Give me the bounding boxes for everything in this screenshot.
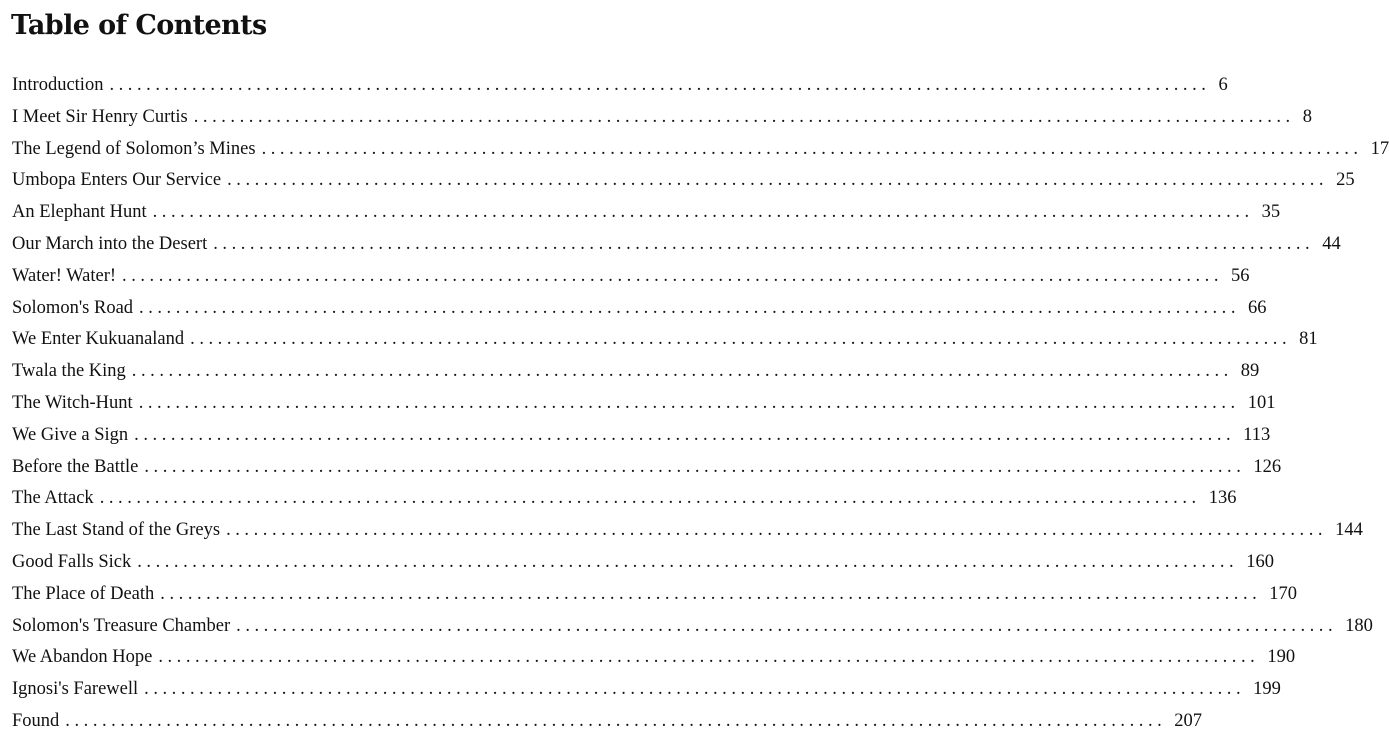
toc-entry-title: Our March into the Desert [12,233,208,254]
toc-entry-page: 190 [1267,647,1296,668]
toc-entry-title: We Enter Kukuanaland [12,329,185,350]
dot-leader: ........................................................................................................................ [139,297,1241,318]
toc-entry [12,229,1341,261]
dot-leader: ........................................................................................................................ [193,106,1295,127]
toc-entry-page: 160 [1246,551,1274,572]
toc-entry-page: 144 [1335,520,1363,541]
toc-entry-page: 66 [1248,297,1267,318]
toc-entry-page: 89 [1240,361,1260,382]
toc-entry-title: The Place of Death [12,583,155,604]
dot-leader: ........................................................................................................................ [261,138,1363,159]
dot-leader: ........................................................................................................................ [109,75,1211,95]
toc-entry-title: The Attack [12,488,94,509]
toc-entry [12,102,1312,134]
toc-entry-title: An Elephant Hunt [12,202,147,223]
dot-leader: ........................................................................................................................ [190,329,1292,350]
toc-entry-title: Twala the King [12,361,126,382]
toc-entry-title: Before the Battle [12,456,139,477]
toc-entry-page: 113 [1243,424,1271,445]
toc-entry [12,674,1281,706]
toc-entry-title: Solomon's Treasure Chamber [12,615,231,636]
toc-entry-page: 207 [1174,710,1203,731]
dot-leader: ........................................................................................................................ [236,615,1338,636]
toc-entry-title: Water! Water! [12,265,117,286]
dot-leader: ........................................................................................................................ [99,488,1201,509]
toc-entry [12,420,1271,452]
toc-entry [12,452,1282,484]
toc-list [12,70,1389,738]
toc-entry-page: 170 [1269,583,1298,604]
toc-entry [12,261,1250,293]
toc-entry [12,579,1298,611]
dot-leader: ........................................................................................................................ [134,424,1236,445]
toc-entry-title: Ignosi's Farewell [12,679,139,700]
toc-entry-title: We Abandon Hope [12,647,153,668]
toc-entry [12,324,1318,356]
toc-entry-page: 25 [1336,170,1355,191]
dot-leader: ........................................................................................................................ [122,265,1224,286]
toc-entry [12,165,1355,197]
dot-leader: ........................................................................................................................ [131,361,1233,382]
toc-entry-page: 180 [1345,615,1373,636]
dot-leader: ........................................................................................................................ [144,456,1246,477]
toc-entry [12,515,1363,547]
toc-entry-title: I Meet Sir Henry Curtis [12,106,188,127]
dot-leader: ........................................................................................................................ [226,520,1328,541]
toc-entry [12,547,1274,579]
toc-entry-title: We Give a Sign [12,424,129,445]
toc-entry [12,293,1267,325]
toc-entry-title: Good Falls Sick [12,551,132,572]
toc-entry-page: 126 [1253,456,1282,477]
page-title: Table of Contents [11,10,267,41]
toc-entry [12,706,1203,738]
toc-entry-page: 56 [1231,265,1250,286]
dot-leader: ........................................................................................................................ [152,202,1254,223]
toc-entry-title: The Last Stand of the Greys [12,520,221,541]
toc-entry [12,197,1281,229]
toc-entry [12,611,1373,643]
toc-entry [12,356,1260,388]
dot-leader: ........................................................................................................................ [158,647,1260,668]
toc-entry [12,134,1389,166]
dot-leader: ........................................................................................................................ [144,679,1246,700]
toc-entry-page: 136 [1208,488,1237,509]
toc-entry [12,642,1296,674]
toc-entry-title: Introduction [12,75,104,95]
dot-leader: ........................................................................................................................ [137,551,1239,572]
toc-entry-page: 35 [1261,202,1281,223]
toc-entry [12,483,1237,515]
toc-entry-title: The Legend of Solomon’s Mines [12,138,256,159]
toc-entry-page: 199 [1253,679,1281,700]
toc-entry-title: Umbopa Enters Our Service [12,170,222,191]
toc-entry-page: 101 [1247,392,1276,413]
toc-entry-page: 6 [1218,75,1228,95]
dot-leader: ........................................................................................................................ [65,710,1167,731]
toc-entry-title: Solomon's Road [12,297,134,318]
toc-entry-page: 17 [1370,138,1389,159]
toc-entry-page: 81 [1299,329,1318,350]
dot-leader: ........................................................................................................................ [160,583,1262,604]
dot-leader: ........................................................................................................................ [138,392,1240,413]
toc-entry-page: 8 [1302,106,1312,127]
dot-leader: ........................................................................................................................ [213,233,1315,254]
toc-entry-title: Found [12,710,60,731]
toc-entry [12,70,1228,102]
toc-entry [12,388,1276,420]
toc-entry-page: 44 [1322,233,1341,254]
toc-entry-title: The Witch-Hunt [12,392,133,413]
dot-leader: ........................................................................................................................ [227,170,1329,191]
